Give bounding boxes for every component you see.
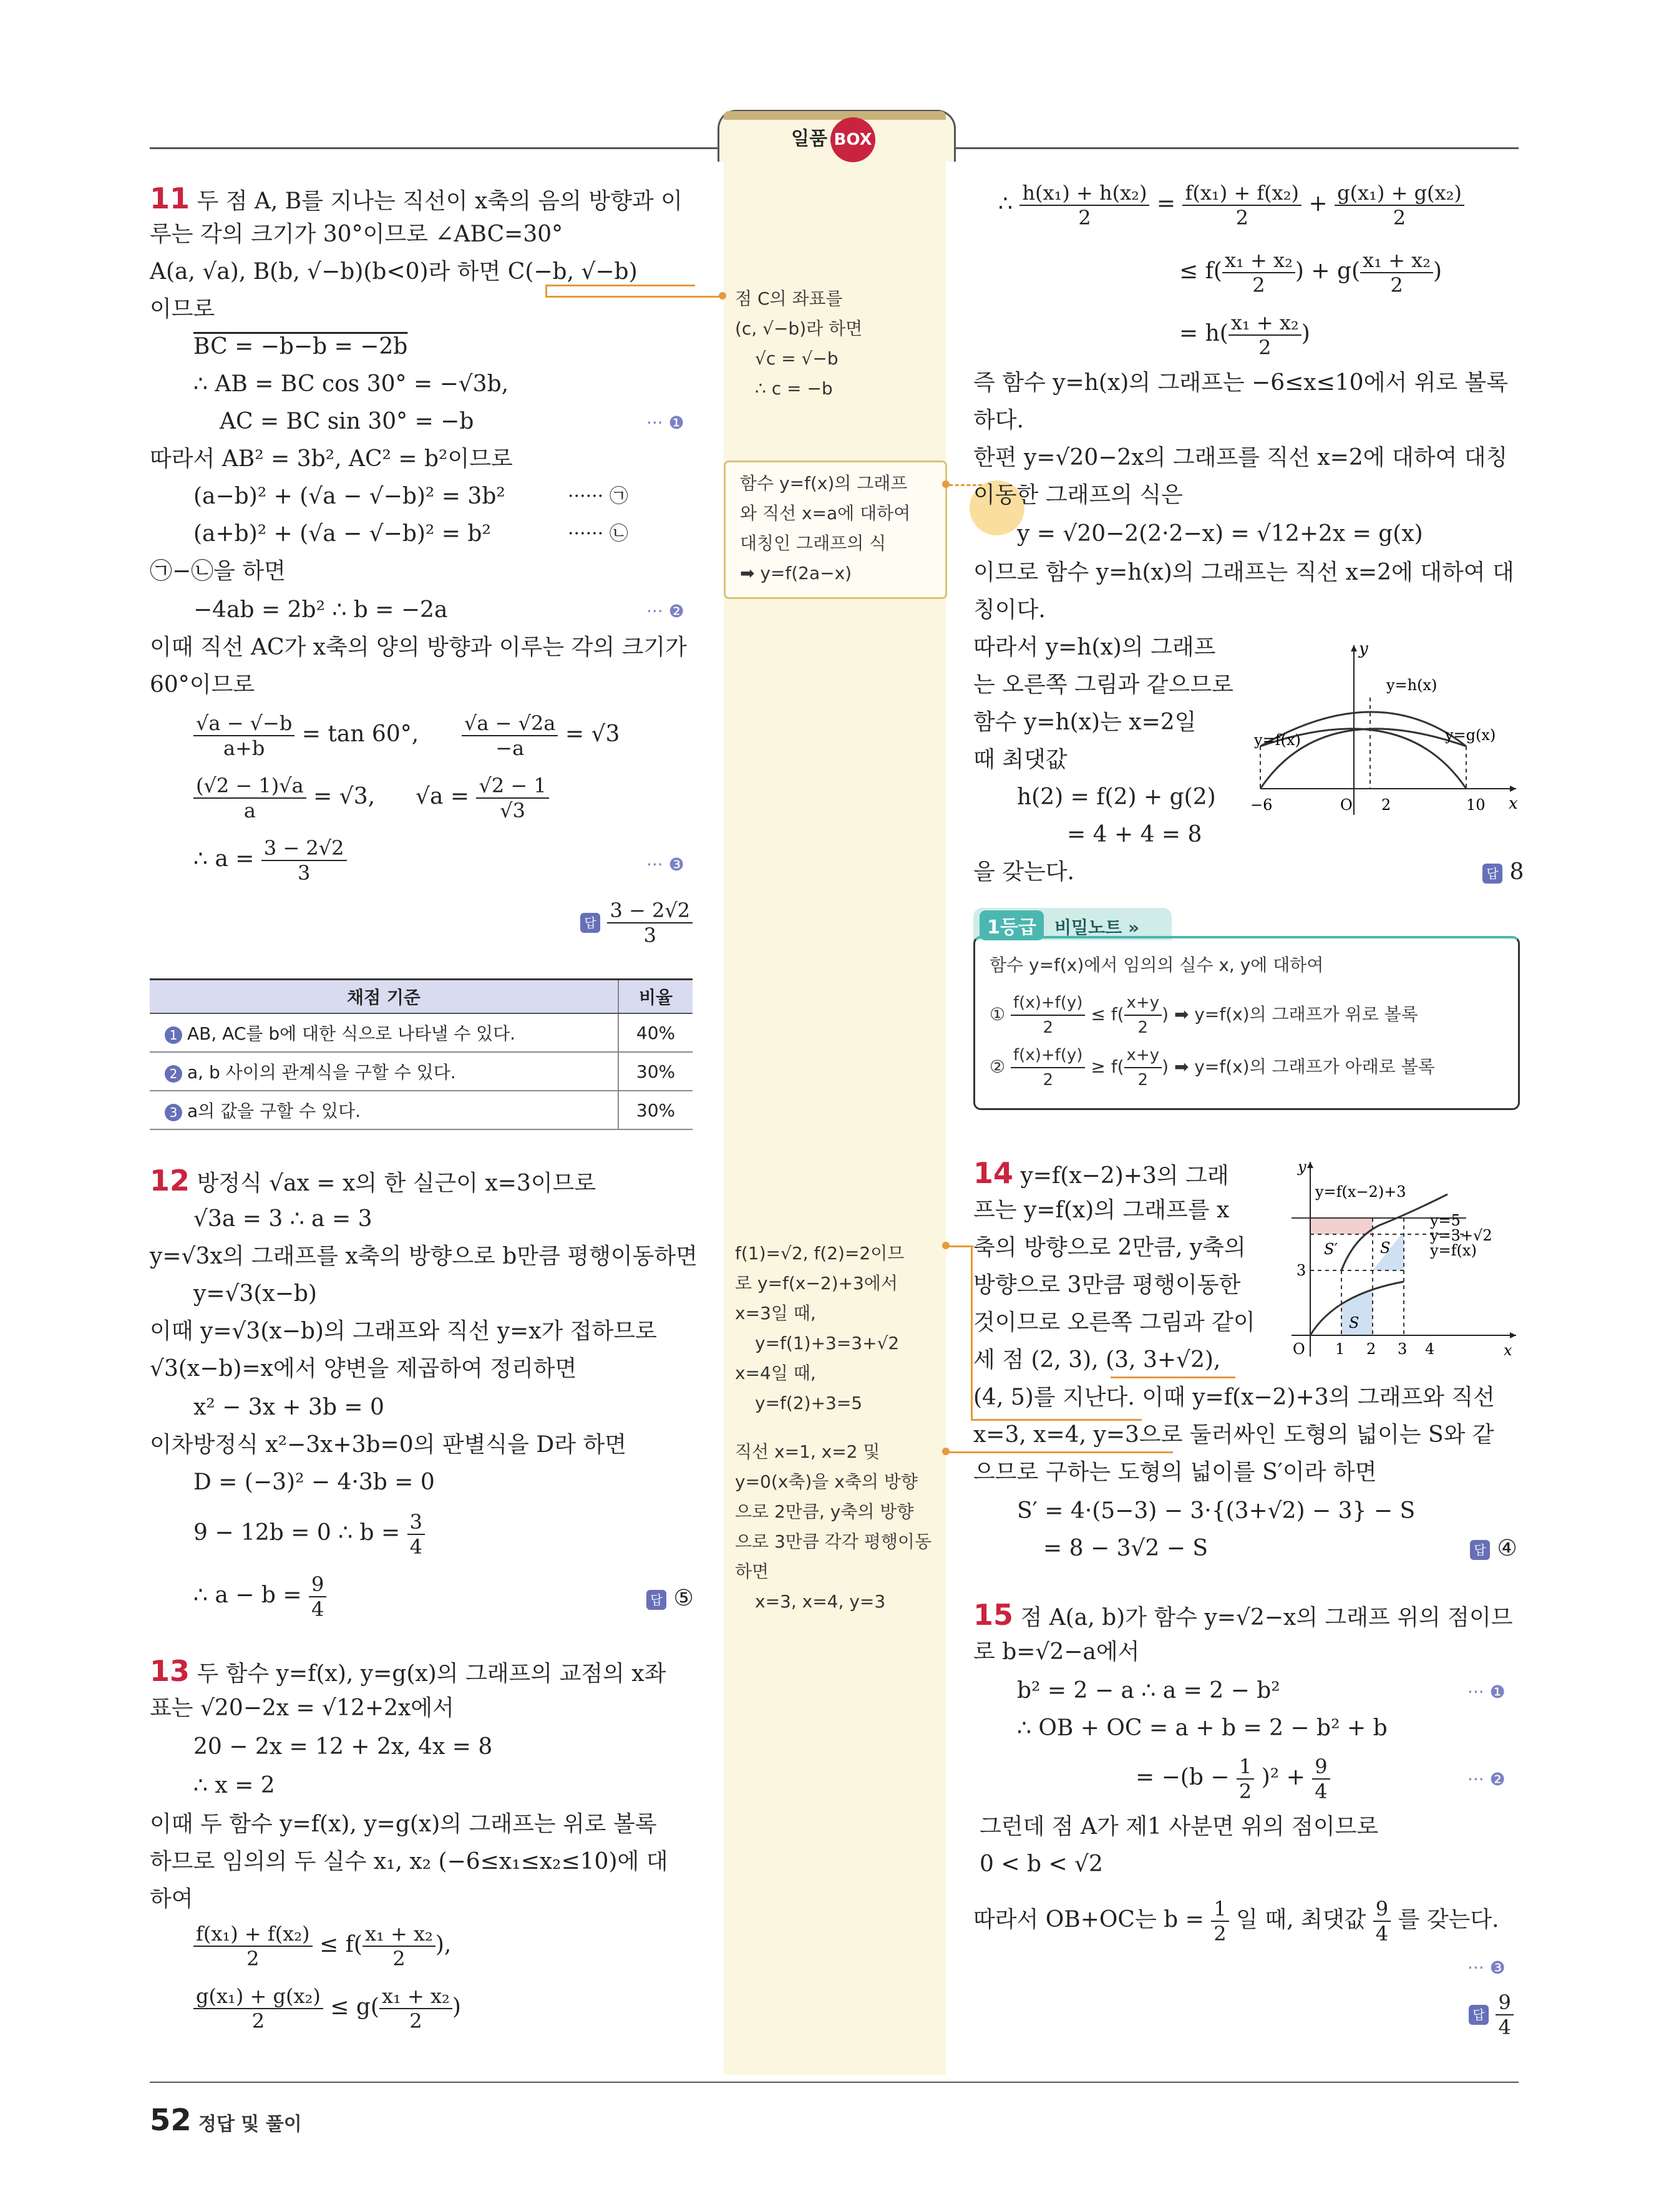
connector-underline-3 <box>973 1419 1142 1421</box>
graph-h-tick-m6: −6 <box>1250 796 1273 814</box>
side-note-4-l3: 으로 2만큼, y축의 방향 <box>735 1501 914 1522</box>
h-ineq-row2: ≤ f( $\frac{\text{x₁ + x₂}}{2}$ ) + g( $\frac{\text{x₁ + x₂}}{2}$ ) <box>1179 248 1443 297</box>
p15-line8: 따라서 OB+OC는 b = $\frac{1}{2}$ 일 때, 최댓값 $\frac{9}{4}$ 를 갖는다. <box>973 1897 1499 1946</box>
p11-step3: ··· ❸ <box>646 854 684 875</box>
p12-answer: 답 ⑤ <box>646 1585 694 1612</box>
p14-line2: 프는 y=f(x)의 그래프를 x <box>973 1197 1230 1223</box>
p13-line3: 20 − 2x = 12 + 2x, 4x = 8 <box>193 1734 493 1760</box>
side-note-3-l4: y=f(1)+3=3+√2 <box>755 1333 900 1353</box>
p11-line11: ㉠−㉡을 하면 <box>150 558 286 584</box>
rt-line13: = 4 + 4 = 8 <box>1067 822 1202 847</box>
p13-line6: 하므로 임의의 두 실수 x₁, x₂ (−6≤x₁≤x₂≤10)에 대 <box>150 1849 668 1874</box>
side-note-4-l2: y=0(x축)을 x축의 방향 <box>735 1471 918 1492</box>
p13-line1: 13 두 함수 y=f(x), y=g(x)의 그래프의 교점의 x좌 <box>150 1654 666 1688</box>
p14-line8: x=3, x=4, y=3으로 둘러싸인 도형의 넓이는 S와 같 <box>973 1422 1494 1448</box>
graph2-curve2: y=f(x) <box>1430 1242 1477 1259</box>
p12-line1: 12 방정식 √ax = x의 한 실근이 x=3이므로 <box>150 1164 596 1197</box>
graph-h-glabel: y=g(x) <box>1445 726 1496 744</box>
p12-line11: ∴ a − b = $\frac{9}{4}$ <box>193 1572 326 1621</box>
p13-line7: 하여 <box>150 1886 193 1912</box>
graph-h <box>1248 640 1522 821</box>
rt-line10: 함수 y=h(x)는 x=2일 <box>973 709 1197 735</box>
graph2-tick-o: O <box>1293 1340 1305 1358</box>
answer-box-strip <box>724 112 946 2075</box>
secret-rule-1: ① $\frac{f(x)+f(y)}{2}$ ≤ f( $\frac{x+y}{2}$ ) ➡ y=f(x)의 그래프가 위로 볼록 <box>990 991 1418 1040</box>
rt-line4: 이동한 그래프의 식은 <box>973 482 1183 508</box>
p12-line9: D = (−3)² − 4·3b = 0 <box>193 1469 435 1495</box>
connector-line-3 <box>948 1245 973 1247</box>
rt-line5: y = √20−2(2·2−x) = √12+2x = g(x) <box>1017 521 1423 547</box>
p11-line6: ∴ AB = BC cos 30° = −√3b, <box>193 371 509 397</box>
p11-eq3: $\frac{(√2 - 1)√a}{a}$ = √3, <box>193 774 375 822</box>
p11-line12: −4ab = 2b² ∴ b = −2a <box>193 597 448 623</box>
p11-line1: 11 두 점 A, B를 지나는 직선이 x축의 음의 방향과 이 <box>150 182 683 215</box>
footer <box>150 2103 302 2138</box>
rt-line12: h(2) = f(2) + g(2) <box>1017 784 1216 810</box>
rt-line14: 을 갖는다. <box>973 859 1074 885</box>
box-header <box>791 117 875 162</box>
side-note-1-l3: √c = √−b <box>755 348 839 369</box>
p14-line1: 14 y=f(x−2)+3의 그래 <box>973 1156 1229 1190</box>
p13-line2: 표는 √20−2x = √12+2x에서 <box>150 1695 454 1721</box>
p11-mark-b: ······ ㉡ <box>568 523 628 545</box>
p14-line10: S′ = 4·(5−3) − 3·{(3+√2) − 3} − S <box>1017 1498 1416 1524</box>
p12-line3: y=√3x의 그래프를 x축의 방향으로 b만큼 평행이동하면 <box>150 1244 698 1269</box>
side-note-2-l2: 와 직선 x=a에 대하여 <box>740 503 911 524</box>
p11-line5: BC = −b−b = −2b <box>193 334 408 359</box>
graph-h-hlabel: y=h(x) <box>1386 676 1438 694</box>
p12-line5: 이때 y=√3(x−b)의 그래프와 직선 y=x가 접하므로 <box>150 1318 657 1344</box>
p13-ineq-g: $\frac{\text{g(x₁) + g(x₂)}}{2}$ ≤ g( $\frac{\text{x₁ + x₂}}{2}$ ) <box>193 1984 461 2033</box>
side-note-4-l4: 으로 3만큼 각각 평행이동 <box>735 1531 932 1552</box>
graph2-y3r2: y=3+√2 <box>1430 1227 1492 1244</box>
connector-line-4 <box>948 1451 976 1453</box>
p14-line11: = 8 − 3√2 − S <box>1043 1536 1209 1561</box>
side-note-2-l1: 함수 y=f(x)의 그래프 <box>740 473 908 494</box>
connector-underline-4 <box>973 1451 1173 1453</box>
p15-line3: b² = 2 − a ∴ a = 2 − b² <box>1017 1678 1280 1703</box>
p11-line3: A(a, √a), B(b, √−b)(b<0)라 하면 C(−b, √−b) <box>150 259 638 285</box>
p12-line10: 9 − 12b = 0 ∴ b = $\frac{3}{4}$ <box>193 1510 425 1559</box>
graph2-xlabel: x <box>1504 1342 1512 1359</box>
p12-line4: y=√3(x−b) <box>193 1281 317 1307</box>
graph2-tick-1: 1 <box>1335 1340 1345 1358</box>
graph2-tick-3x: 3 <box>1398 1340 1408 1358</box>
graph2-s1: S <box>1380 1239 1391 1257</box>
h-ineq-row1: ∴ $\frac{\text{h(x₁) + h(x₂)}}{2}$ = $\frac{\text{f(x₁) + f(x₂)}}{2}$ + $\frac{\text{g(x₁) + g(x₂)}}{2}$ <box>998 181 1464 230</box>
p13-line5: 이때 두 함수 y=f(x), y=g(x)의 그래프는 위로 볼록 <box>150 1811 657 1837</box>
top-rule-right <box>951 147 1519 149</box>
graph2-y5: y=5 <box>1430 1212 1461 1229</box>
p11-line7: AC = BC sin 30° = −b <box>220 409 474 434</box>
p15-line6: 그런데 점 A가 제1 사분면 위의 점이므로 <box>980 1814 1379 1839</box>
side-note-3-l6: y=f(2)+3=5 <box>755 1393 863 1413</box>
table-row: 1 AB, AC를 b에 대한 식으로 나타낼 수 있다. 40% <box>150 1013 693 1052</box>
rt-line6: 이므로 함수 y=h(x)의 그래프는 직선 x=2에 대하여 대 <box>973 560 1514 585</box>
p11-step2: ··· ❷ <box>646 601 684 621</box>
side-note-3-l3: x=3일 때, <box>735 1303 816 1323</box>
p15-step3: ··· ❸ <box>1467 1957 1506 1978</box>
p15-line4: ∴ OB + OC = a + b = 2 − b² + b <box>1017 1715 1388 1741</box>
side-note-4-l1: 직선 x=1, x=2 및 <box>735 1441 880 1462</box>
side-note-3-l1: f(1)=√2, f(2)=2이므 <box>735 1243 905 1264</box>
graph-h-flabel: y=f(x) <box>1254 731 1301 749</box>
p11-line2: 루는 각의 크기가 30°이므로 ∠ABC=30° <box>150 222 563 247</box>
rt-line11: 때 최댓값 <box>973 747 1068 772</box>
p11-line10: (a+b)² + (√a − √−b)² = b² <box>193 521 491 547</box>
p11-line9: (a−b)² + (√a − √−b)² = 3b² <box>193 484 505 509</box>
table-header-criteria: 채점 기준 <box>150 980 618 1014</box>
secret-intro: 함수 y=f(x)에서 임의의 실수 x, y에 대하여 <box>990 955 1324 975</box>
graph-translation <box>1279 1157 1522 1363</box>
table-row: 2 a, b 사이의 관계식을 구할 수 있다. 30% <box>150 1052 693 1091</box>
p13-line4: ∴ x = 2 <box>193 1773 275 1798</box>
p11-mark-a: ······ ㉠ <box>568 485 628 507</box>
side-note-3-l5: x=4일 때, <box>735 1363 816 1383</box>
graph2-tick-4: 4 <box>1425 1340 1435 1358</box>
connector-underline-3b <box>1111 1376 1235 1378</box>
p11-eq1: $\frac{√a - √-b}{a+b}$ = tan 60°, <box>193 711 419 760</box>
box-label: 일품 <box>791 128 827 150</box>
rt-line7: 칭이다. <box>973 597 1046 623</box>
graph2-curve1: y=f(x−2)+3 <box>1315 1183 1406 1201</box>
graph-h-tick-10: 10 <box>1466 796 1486 814</box>
graph2-tick-2: 2 <box>1366 1340 1376 1358</box>
scoring-table <box>150 978 693 1130</box>
rt-line2: 하다. <box>973 407 1024 433</box>
answer-icon: 답 <box>580 913 600 933</box>
graph-h-ylabel: y <box>1359 640 1368 658</box>
p11-eq5: ∴ a = $\frac{3 - 2√2}{3}$ <box>193 836 347 885</box>
p12-line6: √3(x−b)=x에서 양변을 제곱하여 정리하면 <box>150 1356 577 1381</box>
h-ineq-row3: = h( $\frac{\text{x₁ + x₂}}{2}$ ) <box>1179 311 1310 359</box>
footer-title: 정답 및 풀이 <box>198 2113 302 2135</box>
problem-number-11: 11 <box>150 182 190 215</box>
p12-line7: x² − 3x + 3b = 0 <box>193 1395 384 1420</box>
p13-ineq-f: $\frac{\text{f(x₁) + f(x₂)}}{2}$ ≤ f( $\frac{\text{x₁ + x₂}}{2}$ ), <box>193 1922 451 1971</box>
graph-h-tick-2: 2 <box>1381 796 1391 814</box>
rt-line9: 는 오른쪽 그림과 같으므로 <box>973 672 1233 698</box>
graph2-s2: S <box>1349 1314 1360 1332</box>
p14-line4: 방향으로 3만큼 평행이동한 <box>973 1272 1241 1298</box>
top-rule-left <box>150 147 719 149</box>
side-note-1-l1: 점 C의 좌표를 <box>735 288 843 309</box>
problem-number-14: 14 <box>973 1156 1014 1190</box>
p11-line14: 60°이므로 <box>150 672 255 698</box>
connector-dot-2 <box>942 480 950 488</box>
box-badge: BOX <box>830 117 875 162</box>
connector-underline-1 <box>545 285 695 286</box>
p15-line5: = −(b − $\frac{1}{2}$ )² + $\frac{9}{4}$ <box>1136 1755 1330 1803</box>
p12-line2: √3a = 3 ∴ a = 3 <box>193 1206 372 1232</box>
p11-line13: 이때 직선 AC가 x축의 양의 방향과 이루는 각의 크기가 <box>150 635 687 660</box>
graph-h-xlabel: x <box>1509 794 1518 813</box>
side-note-1-l2: (c, √−b)라 하면 <box>735 318 863 339</box>
p11-eq4: √a = $\frac{√2 - 1}{√3}$ <box>416 774 549 822</box>
page-number: 52 <box>150 2103 192 2138</box>
p14-answer: 답 ④ <box>1470 1535 1517 1562</box>
side-note-4-l6: x=3, x=4, y=3 <box>755 1591 886 1612</box>
p14-line7: (4, 5)를 지난다. 이때 y=f(x−2)+3의 그래프와 직선 <box>973 1385 1495 1410</box>
p14-line5: 것이므로 오른쪽 그림과 같이 <box>973 1310 1255 1335</box>
problem-number-12: 12 <box>150 1164 190 1197</box>
answer-icon: 답 <box>1482 864 1502 884</box>
answer-icon: 답 <box>1469 2005 1489 2025</box>
graph2-tick-3: 3 <box>1297 1262 1306 1279</box>
p15-line7: 0 < b < √2 <box>980 1851 1103 1877</box>
bottom-rule <box>150 2082 1519 2083</box>
p11-line8: 따라서 AB² = 3b², AC² = b²이므로 <box>150 446 513 472</box>
graph2-ylabel: y <box>1298 1158 1306 1176</box>
table-header-ratio: 비율 <box>618 980 693 1014</box>
rt-line3: 한편 y=√20−2x의 그래프를 직선 x=2에 대하여 대칭 <box>973 445 1508 470</box>
rt-line8: 따라서 y=h(x)의 그래프 <box>973 635 1216 660</box>
side-note-3-l2: 로 y=f(x−2)+3에서 <box>735 1273 898 1294</box>
rt-answer: 답 8 <box>1482 859 1524 886</box>
p11-line4: 이므로 <box>150 296 215 322</box>
p15-step2: ··· ❷ <box>1467 1769 1506 1790</box>
p15-step1: ··· ❶ <box>1467 1682 1506 1702</box>
p14-line9: 으므로 구하는 도형의 넓이를 S′이라 하면 <box>973 1459 1377 1485</box>
connector-line-1 <box>545 285 722 298</box>
p15-line1: 15 점 A(a, b)가 함수 y=√2−x의 그래프 위의 점이므 <box>973 1598 1513 1632</box>
p14-line3: 축의 방향으로 2만큼, y축의 <box>973 1235 1246 1260</box>
secret-rule-2: ② $\frac{f(x)+f(y)}{2}$ ≥ f( $\frac{x+y}{2}$ ) ➡ y=f(x)의 그래프가 아래로 볼록 <box>990 1043 1435 1092</box>
rt-line1: 즉 함수 y=h(x)의 그래프는 −6≤x≤10에서 위로 볼록 <box>973 370 1509 396</box>
p12-line8: 이차방정식 x²−3x+3b=0의 판별식을 D라 하면 <box>150 1432 627 1458</box>
p11-step1: ··· ❶ <box>646 412 684 433</box>
p15-answer: 답 $\frac{9}{4}$ <box>1469 1990 1514 2039</box>
graph-h-tick-o: O <box>1340 796 1353 814</box>
side-note-2-l3: 대칭인 그래프의 식 <box>740 533 887 553</box>
side-note-1-l4: ∴ c = −b <box>755 378 833 399</box>
table-row: 3 a의 값을 구할 수 있다. 30% <box>150 1091 693 1129</box>
answer-icon: 답 <box>646 1590 666 1610</box>
side-note-4-l5: 하면 <box>735 1561 769 1582</box>
problem-number-13: 13 <box>150 1654 190 1688</box>
p11-answer: 답 $\frac{3 - 2√2}{3}$ <box>580 899 693 947</box>
graph2-s-prime: S′ <box>1324 1240 1338 1258</box>
secret-note-grade: 1등급 <box>980 910 1044 940</box>
p15-line2: 로 b=√2−a에서 <box>973 1639 1140 1665</box>
secret-note-title: 비밀노트 » <box>1054 917 1140 938</box>
side-note-2-l4: ➡ y=f(2a−x) <box>740 563 852 583</box>
p11-eq2: $\frac{√a - √2a}{-a}$ = √3 <box>462 711 620 760</box>
p14-line6: 세 점 (2, 3), (3, 3+√2), <box>973 1347 1221 1373</box>
problem-number-15: 15 <box>973 1598 1014 1632</box>
answer-icon: 답 <box>1470 1540 1490 1560</box>
